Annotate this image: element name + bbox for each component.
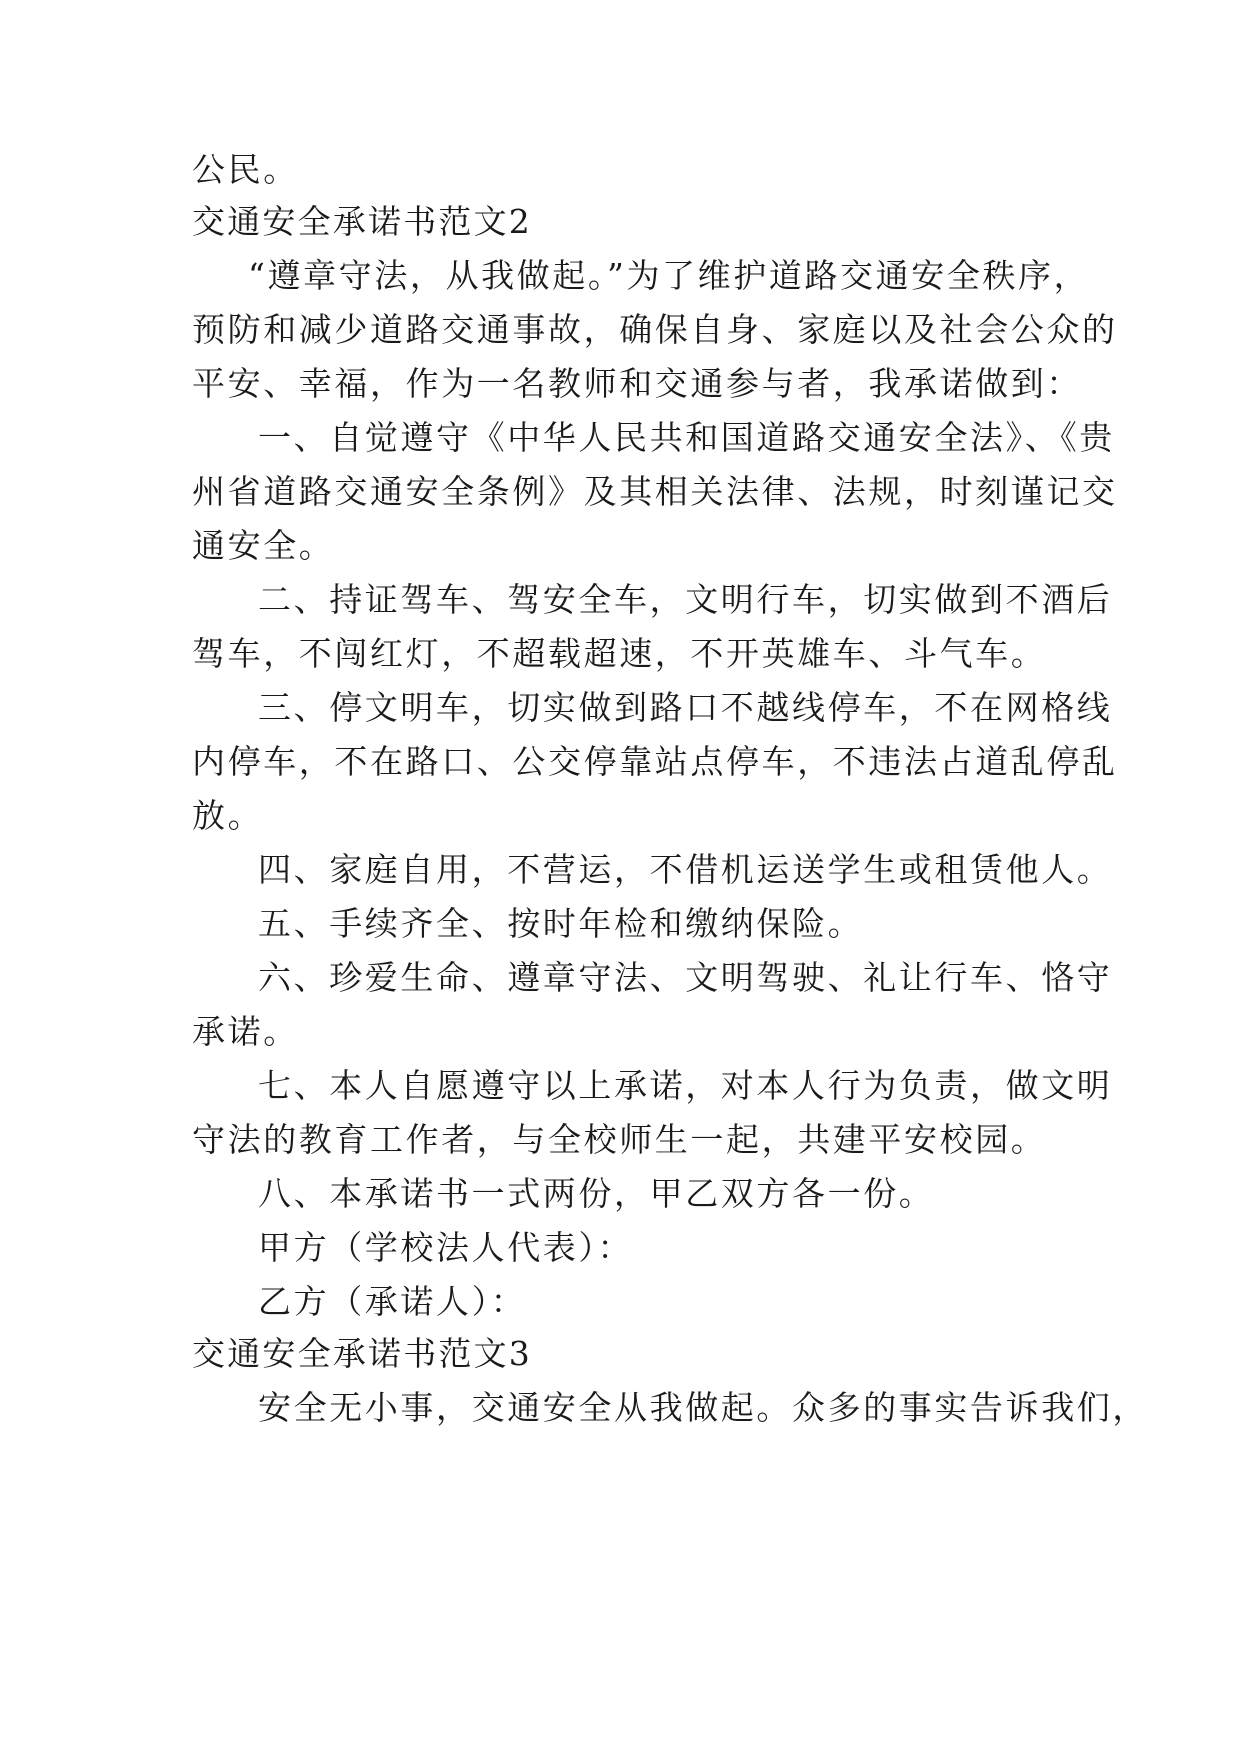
text-line: “遵章守法，从我做起。”为了维护道路交通安全秩序， [248, 256, 1090, 295]
text-line: 公民。 [192, 150, 299, 189]
text-line: 州省道路交通安全条例》及其相关法律、法规，时刻谨记交 [192, 472, 1118, 511]
text-line: 承诺。 [192, 1012, 299, 1051]
text-line: 三、停文明车，切实做到路口不越线停车，不在网格线 [258, 688, 1113, 727]
text-line: 安全无小事，交通安全从我做起。众多的事实告诉我们， [258, 1388, 1148, 1427]
text-line: 七、本人自愿遵守以上承诺，对本人行为负责，做文明 [258, 1066, 1113, 1105]
section-heading: 交通安全承诺书范文2 [192, 202, 532, 241]
text-line: 一、自觉遵守《中华人民共和国道路交通安全法》、《贵 [258, 418, 1115, 457]
text-line: 通安全。 [192, 526, 335, 565]
text-line: 平安、幸福，作为一名教师和交通参与者，我承诺做到： [192, 364, 1082, 403]
text-line: 甲方（学校法人代表）： [258, 1228, 634, 1267]
text-line: 八、本承诺书一式两份，甲乙双方各一份。 [258, 1174, 935, 1213]
section-heading: 交通安全承诺书范文3 [192, 1334, 532, 1373]
text-line: 守法的教育工作者，与全校师生一起，共建平安校园。 [192, 1120, 1047, 1159]
text-line: 驾车，不闯红灯，不超载超速，不开英雄车、斗气车。 [192, 634, 1047, 673]
text-line: 四、家庭自用，不营运，不借机运送学生或租赁他人。 [258, 850, 1113, 889]
text-line: 五、手续齐全、按时年检和缴纳保险。 [258, 904, 864, 943]
text-line: 内停车，不在路口、公交停靠站点停车，不违法占道乱停乱 [192, 742, 1118, 781]
text-line: 预防和减少道路交通事故，确保自身、家庭以及社会公众的 [192, 310, 1118, 349]
text-line: 放。 [192, 796, 264, 835]
text-line: 二、持证驾车、驾安全车，文明行车，切实做到不酒后 [258, 580, 1113, 619]
text-line: 六、珍爱生命、遵章守法、文明驾驶、礼让行车、恪守 [258, 958, 1113, 997]
text-line: 乙方（承诺人）： [258, 1282, 527, 1321]
